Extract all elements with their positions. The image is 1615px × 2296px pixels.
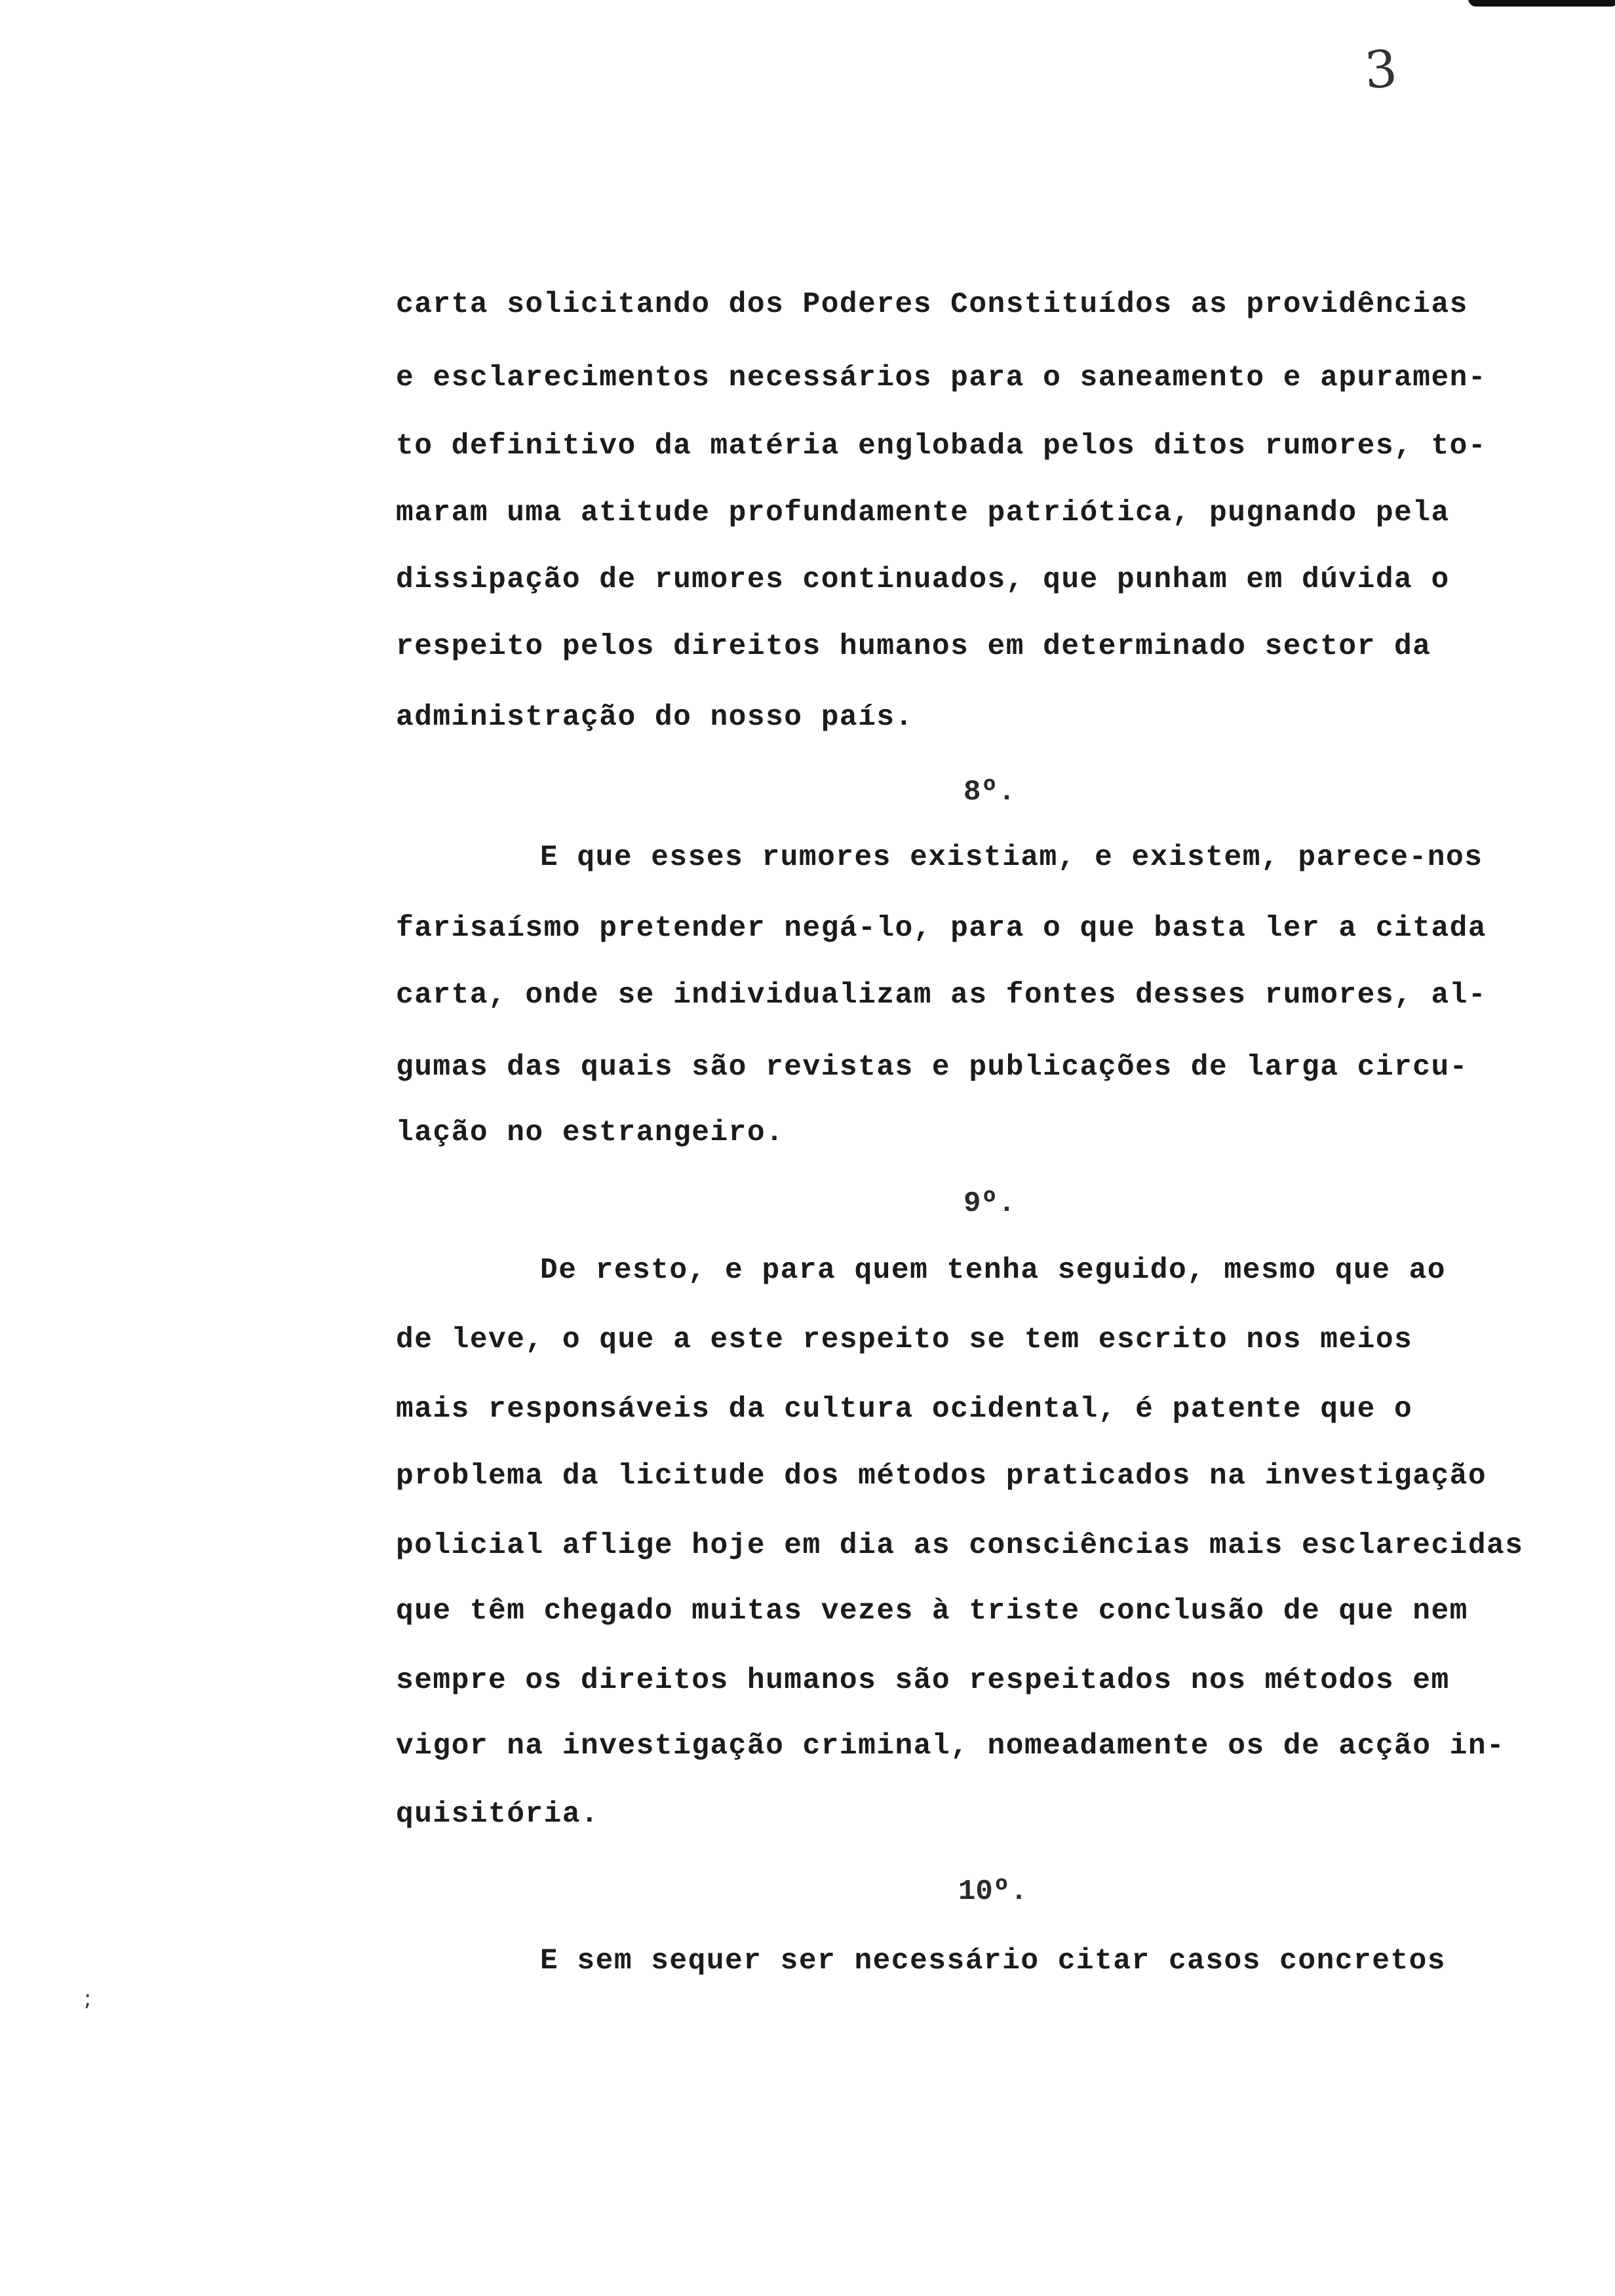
body-line: lação no estrangeiro. <box>396 1117 785 1149</box>
body-line: quisitória. <box>396 1798 600 1831</box>
body-line: problema da licitude dos métodos praticados na investigação <box>396 1460 1487 1493</box>
body-line: De resto, e para quem tenha seguido, mesmo que ao <box>540 1254 1447 1287</box>
body-line: to definitivo da matéria englobada pelos ditos rumores, to- <box>396 430 1487 463</box>
body-line: de leve, o que a este respeito se tem escrito nos meios <box>396 1324 1413 1356</box>
section-heading: 8º. <box>963 776 1016 809</box>
body-line: farisaísmo pretender negá-lo, para o que basta ler a citada <box>396 912 1487 945</box>
section-heading: 9º. <box>963 1187 1016 1220</box>
body-line: policial aflige hoje em dia as consciências mais esclarecidas <box>396 1529 1524 1562</box>
body-line: maram uma atitude profundamente patriótica, pugnando pela <box>396 497 1450 529</box>
margin-mark: ; <box>84 1985 92 2012</box>
body-line: sempre os direitos humanos são respeitados nos métodos em <box>396 1664 1450 1697</box>
page-number: 3 <box>1362 39 1399 101</box>
body-line: mais responsáveis da cultura ocidental, é patente que o <box>396 1393 1413 1426</box>
body-line: E sem sequer ser necessário citar casos concretos <box>540 1945 1447 1978</box>
body-line: respeito pelos direitos humanos em determinado sector da <box>396 630 1431 663</box>
body-line: vigor na investigação criminal, nomeadamente os de acção in- <box>396 1730 1506 1763</box>
body-line: que têm chegado muitas vezes à triste conclusão de que nem <box>396 1595 1468 1628</box>
body-line: carta solicitando dos Poderes Constituídos as providências <box>396 288 1468 321</box>
body-line: e esclarecimentos necessários para o saneamento e apuramen- <box>396 362 1487 394</box>
body-line: dissipação de rumores continuados, que punham em dúvida o <box>396 564 1450 596</box>
body-line: carta, onde se individualizam as fontes desses rumores, al- <box>396 979 1487 1012</box>
section-heading: 10º. <box>958 1875 1028 1908</box>
body-line: gumas das quais são revistas e publicações de larga circu- <box>396 1051 1468 1084</box>
body-line: E que esses rumores existiam, e existem, parece-nos <box>540 841 1483 874</box>
body-line: administração do nosso país. <box>396 701 914 734</box>
scan-edge-mark <box>1468 0 1615 7</box>
